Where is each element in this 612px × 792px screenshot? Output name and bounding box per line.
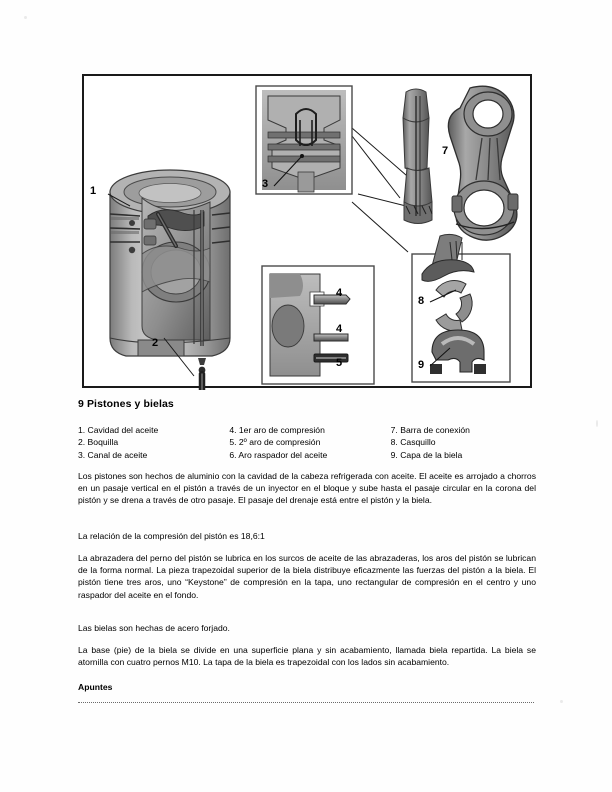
legend-item: 6. Aro raspador del aceite bbox=[229, 449, 328, 460]
figure-frame bbox=[82, 74, 532, 388]
legend-item: 8. Casquillo bbox=[390, 437, 436, 448]
scan-speck bbox=[24, 16, 27, 19]
paragraph-rod-material: Las bielas son hechas de acero forjado. bbox=[78, 623, 230, 633]
notes-label: Apuntes bbox=[78, 682, 113, 692]
paragraph-compression-ratio: La relación de la compresión del pistón es 18,6:1 bbox=[78, 531, 265, 541]
legend-item: 5. 2º aro de compresión bbox=[229, 437, 321, 448]
legend-column-3 bbox=[375, 424, 536, 461]
inset-oil-passage-detail bbox=[256, 86, 352, 194]
callout-2: 2 bbox=[152, 337, 159, 349]
callout-1: 1 bbox=[90, 185, 97, 197]
inset-bearing-shells bbox=[412, 234, 510, 382]
paragraph-pin-lubrication: La abrazadera del perno del pistón se lubrica en los surcos de aceite de las abrazaderas, los aros del pistón se lubrican de la forma normal. La pieza trapezoidal superior de la biela distribuye eficazmente las fuerzas del pistón a la biela. El pistón tiene tres aros, uno “Keystone” de compresión en la tapa, uno rectangular de compresión en el centro y uno raspador del aceite en el fondo. bbox=[78, 553, 536, 600]
legend-item: 2. Boquilla bbox=[78, 437, 119, 448]
figure-legend bbox=[78, 424, 536, 461]
notes-rule bbox=[78, 702, 534, 705]
section-heading: 9 Pistones y bielas bbox=[78, 398, 174, 410]
legend-column-2 bbox=[223, 424, 374, 461]
legend-item: 7. Barra de conexión bbox=[390, 425, 470, 435]
legend-item: 4. 1er aro de compresión bbox=[229, 425, 325, 435]
piston-cutaway-illustration bbox=[110, 170, 244, 390]
callout-4-top: 4 bbox=[336, 287, 343, 299]
callout-9: 9 bbox=[418, 359, 425, 371]
legend-item: 3. Canal de aceite bbox=[78, 449, 148, 460]
callout-8: 8 bbox=[418, 295, 425, 307]
legend-item: 9. Capa de la biela bbox=[390, 449, 463, 460]
scan-speck bbox=[560, 700, 563, 703]
legend-column-1 bbox=[78, 424, 223, 461]
legend-item: 1. Cavidad del aceite bbox=[78, 425, 159, 435]
scan-speck bbox=[596, 420, 598, 427]
inset-piston-rings bbox=[262, 266, 374, 384]
callout-4-mid: 4 bbox=[336, 323, 343, 335]
paragraph-rod-base: La base (pie) de la biela se divide en una superficie plana y sin acabamiento, llamada biela repartida. La biela se atornilla con cuatro pernos M10. La tapa de la biela es trapezoidal con los lados sin acabamiento. bbox=[78, 645, 536, 668]
paragraph-pistons-material: Los pistones son hechos de aluminio con la cavidad de la cabeza refrigerada con aceite. El aceite es arrojado a chorros en un pasaje vertical en el pistón a través de un inyector en el bloque y sube hasta el pasaje circular en la corona del pistón y se drena a través de otro pasaje. El pasaje del drenaje está entre el pistón y la biela. bbox=[78, 471, 536, 506]
callout-3: 3 bbox=[262, 178, 269, 190]
callout-5: 5 bbox=[336, 357, 343, 369]
connecting-rod-illustration bbox=[403, 86, 518, 240]
callout-7: 7 bbox=[442, 145, 449, 157]
